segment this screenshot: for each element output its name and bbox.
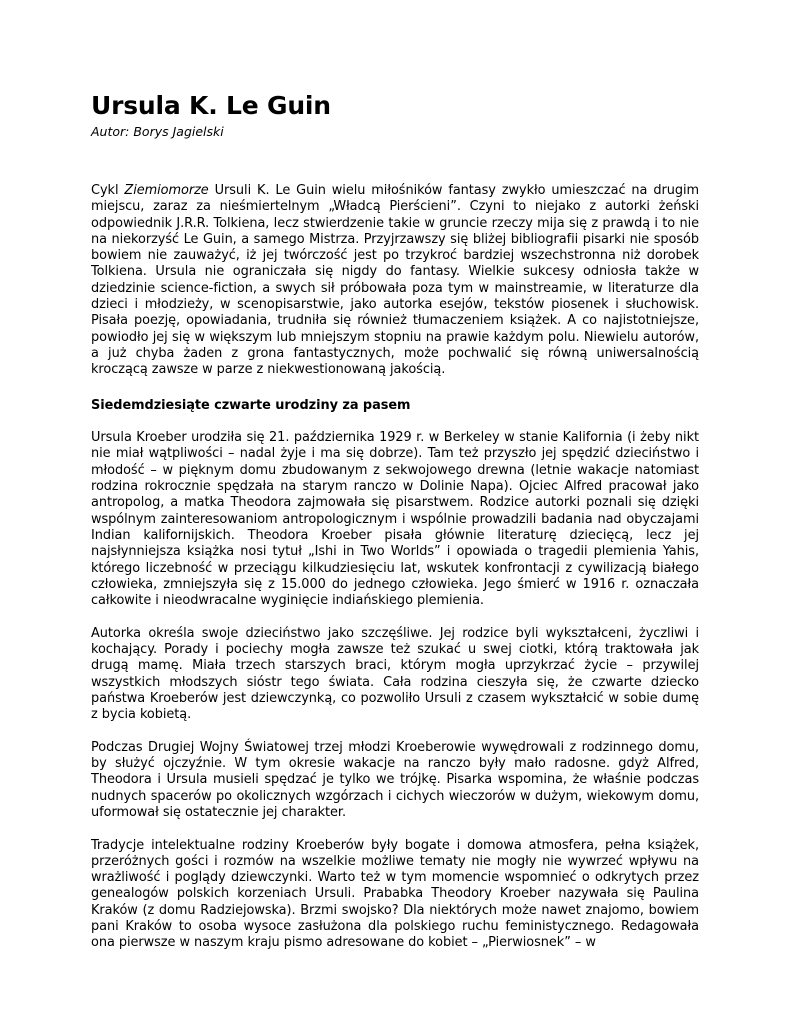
section-heading: Siedemdziesiąte czwarte urodziny za pasem — [91, 397, 411, 413]
body-paragraph: Autorka określa swoje dzieciństwo jako szczęśliwe. Jej rodzice byli wykształceni, życzliwi i kochający. Porady i pociechy mogła zawsze też szukać u swej ciotki, którą traktowała jak drugą mamę. Miała trzech starszych braci, którym mogła uprzykrzać życie – przywilej wszystkich młodszych sióstr tego świata. Cała rodzina cieszyła się, że czwarte dziecko państwa Kroeberów jest dziewczynką, co pozwoliło Ursuli z czasem wykształcić w sobie dumę z bycia kobietą. — [91, 625, 699, 723]
body-paragraph: Tradycje intelektualne rodziny Kroeberów były bogate i domowa atmosfera, pełna książek, przeróżnych gości i rozmów na wszelkie możliwe tematy nie mogły nie wywrzeć wpływu na wrażliwość i poglądy dziewczynki. Warto też w tym momencie wspomnieć o odkrytych przez genealogów polskich korzeniach Ursuli. Prababka Theodory Kroeber nazywała się Paulina Kraków (z domu Radziejowska). Brzmi swojsko? Dla niektórych może nawet znajomo, bowiem pani Kraków to osoba wysoce zasłużona dla polskiego ruchu feministycznego. Redagowała ona pierwsze w naszym kraju pismo adresowane do kobiet – „Pierwiosnek” – w — [91, 837, 699, 951]
book-title: Ziemiomorze — [124, 183, 209, 198]
intro-text-start: Cykl — [91, 183, 125, 198]
body-paragraph: Podczas Drugiej Wojny Światowej trzej młodzi Kroeberowie wywędrowali z rodzinnego domu, by służyć ojczyźnie. W tym okresie wakacje na ranczo były mało radosne. gdyż Alfred, Theodora i Ursula musieli spędzać je tylko we trójkę. Pisarka wspomina, że właśnie podczas nudnych spacerów po okolicznych wzgórzach i cichych wieczorów w dużym, wiekowym domu, uformował się ostatecznie jej charakter. — [91, 739, 699, 820]
intro-paragraph — [91, 183, 699, 379]
intro-text-rest: Ursuli K. Le Guin wielu miłośników fantasy zwykło umieszczać na drugim miejscu, zaraz za nieśmiertelnym „Władcą Pierścieni”. Czyni to niejako z autorki żeński odpowiednik J.R.R. Tolkiena, lecz stwierdzenie takie w gruncie rzeczy mija się z prawdą i to nie na niekorzyść Le Guin, a samego Mistrza. Przyjrzawszy się bliżej bibliografii pisarki nie sposób bowiem nie zauważyć, iż jej twórczość jest po trzykroć bardziej wszechstronna niż dorobek Tolkiena. Ursula nie ograniczała się nigdy do fantasy. Wielkie sukcesy odniosła także w dziedzinie science-fiction, a swych sił próbowała poza tym w mainstreamie, w literaturze dla dzieci i młodzieży, w scenopisarstwie, jako autorka esejów, tekstów piosenek i słuchowisk. Pisała poezję, opowiadania, trudniła się również tłumaczeniem książek. A co najistotniejsze, powiodło jej się w większym lub mniejszym stopniu na prawie każdym polu. Niewielu autorów, a już chyba żaden z grona fantastycznych, może pochwalić się równą uniwersalnością kroczącą zawsze w parze z niekwestionowaną jakością. — [91, 183, 699, 378]
article-body — [91, 183, 699, 969]
author-line: Autor: Borys Jagielski — [91, 124, 224, 139]
body-paragraph: Ursula Kroeber urodziła się 21. października 1929 r. w Berkeley w stanie Kalifornia (i żeby nikt nie miał wątpliwości – nadal żyje i ma się dobrze). Tam też przyszło jej spędzić dzieciństwo i młodość – w pięknym domu zbudowanym z sekwojowego drewna (letnie wakacje natomiast rodzina rokrocznie spędzała na starym ranczo w Dolinie Napa). Ojciec Alfred pracował jako antropolog, a matka Theodora zajmowała się pisarstwem. Rodzice autorki poznali się dzięki wspólnym zainteresowaniom antropologicznym i wspólnie prowadzili badania nad obyczajami Indian kalifornijskich. Theodora Kroeber pisała głównie literaturę dziecięcą, lecz jej najsłynniejsza książka nosi tytuł „Ishi in Two Worlds” i opowiada o tragedii plemienia Yahis, którego liczebność w przeciągu kilkudziesięciu lat, wskutek konfrontacji z cywilizacją białego człowieka, zmniejszyła się z 15.000 do jednego człowieka. Jego śmierć w 1916 r. oznaczała całkowite i nieodwracalne wyginięcie indiańskiego plemienia. — [91, 430, 699, 609]
document-title: Ursula K. Le Guin — [91, 91, 331, 120]
